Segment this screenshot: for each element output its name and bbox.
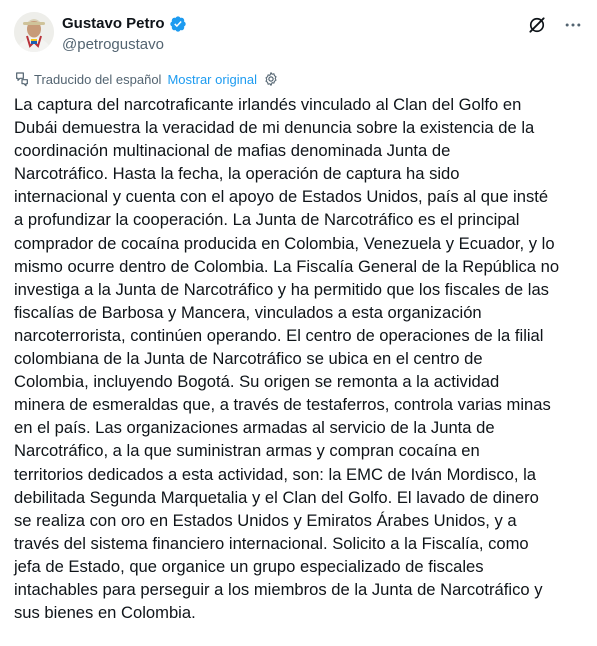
translation-label: Traducido del español bbox=[34, 71, 162, 87]
name-row bbox=[62, 14, 187, 34]
gear-icon[interactable] bbox=[263, 71, 279, 87]
more-icon[interactable] bbox=[562, 14, 584, 36]
display-name[interactable]: Gustavo Petro bbox=[62, 15, 165, 32]
tweet-header bbox=[14, 10, 584, 56]
grok-icon[interactable] bbox=[526, 14, 548, 36]
verified-badge-icon bbox=[169, 15, 187, 33]
avatar[interactable] bbox=[14, 12, 54, 52]
translate-icon bbox=[14, 71, 30, 87]
header-actions bbox=[526, 14, 584, 36]
show-original-link[interactable]: Mostrar original bbox=[167, 71, 258, 87]
tweet-text: La captura del narcotraficante irlandés vinculado al Clan del Golfo en Dubái demuestra la veracidad de mi denuncia sobre la existencia de la coordinación multinacional de mafias denominada Junta de Narcotráfico. Hasta la fecha, la operación de captura ha sido internacional y cuenta con el apoyo de Estados Unidos, país al que insté a profundizar la cooperación. La Junta de Narcotráfico es el principal comprador de cocaína producida en Colombia, Venezuela y Ecuador, y lo mismo ocurre dentro de Colombia. La Fiscalía General de la República no investiga a la Junta de Narcotráfico y ha permitido que los fiscales de las fiscalías de Barbosa y Mancera, vinculados a esta organización narcoterrorista, continúen operando. El centro de operaciones de la filial colombiana de la Junta de Narcotráfico se ubica en el centro de Colombia, incluyendo Bogotá. Su origen se remonta a la actividad minera de esmeraldas que, a través de testaferros, controla varias minas en el país. Las organizaciones armadas al servicio de la Junta de Narcotráfico, a la que suministran armas y compran cocaína en territorios dedicados a esta actividad, son: la EMC de Iván Mordisco, la debilitada Segunda Marquetalia y el Clan del Golfo. El lavado de dinero se realiza con oro en Estados Unidos y Emiratos Árabes Unidos, y a través del sistema financiero internacional. Solicito a la Fiscalía, como jefa de Estado, que organice un grupo especializado de fiscales intachables para perseguir a los miembros de la Junta de Narcotráfico y sus bienes en Colombia. bbox=[14, 95, 560, 623]
translation-bar bbox=[14, 70, 279, 88]
author-names bbox=[62, 14, 187, 55]
avatar-photo-icon bbox=[14, 12, 54, 52]
author-handle[interactable]: @petrogustavo bbox=[62, 36, 164, 53]
